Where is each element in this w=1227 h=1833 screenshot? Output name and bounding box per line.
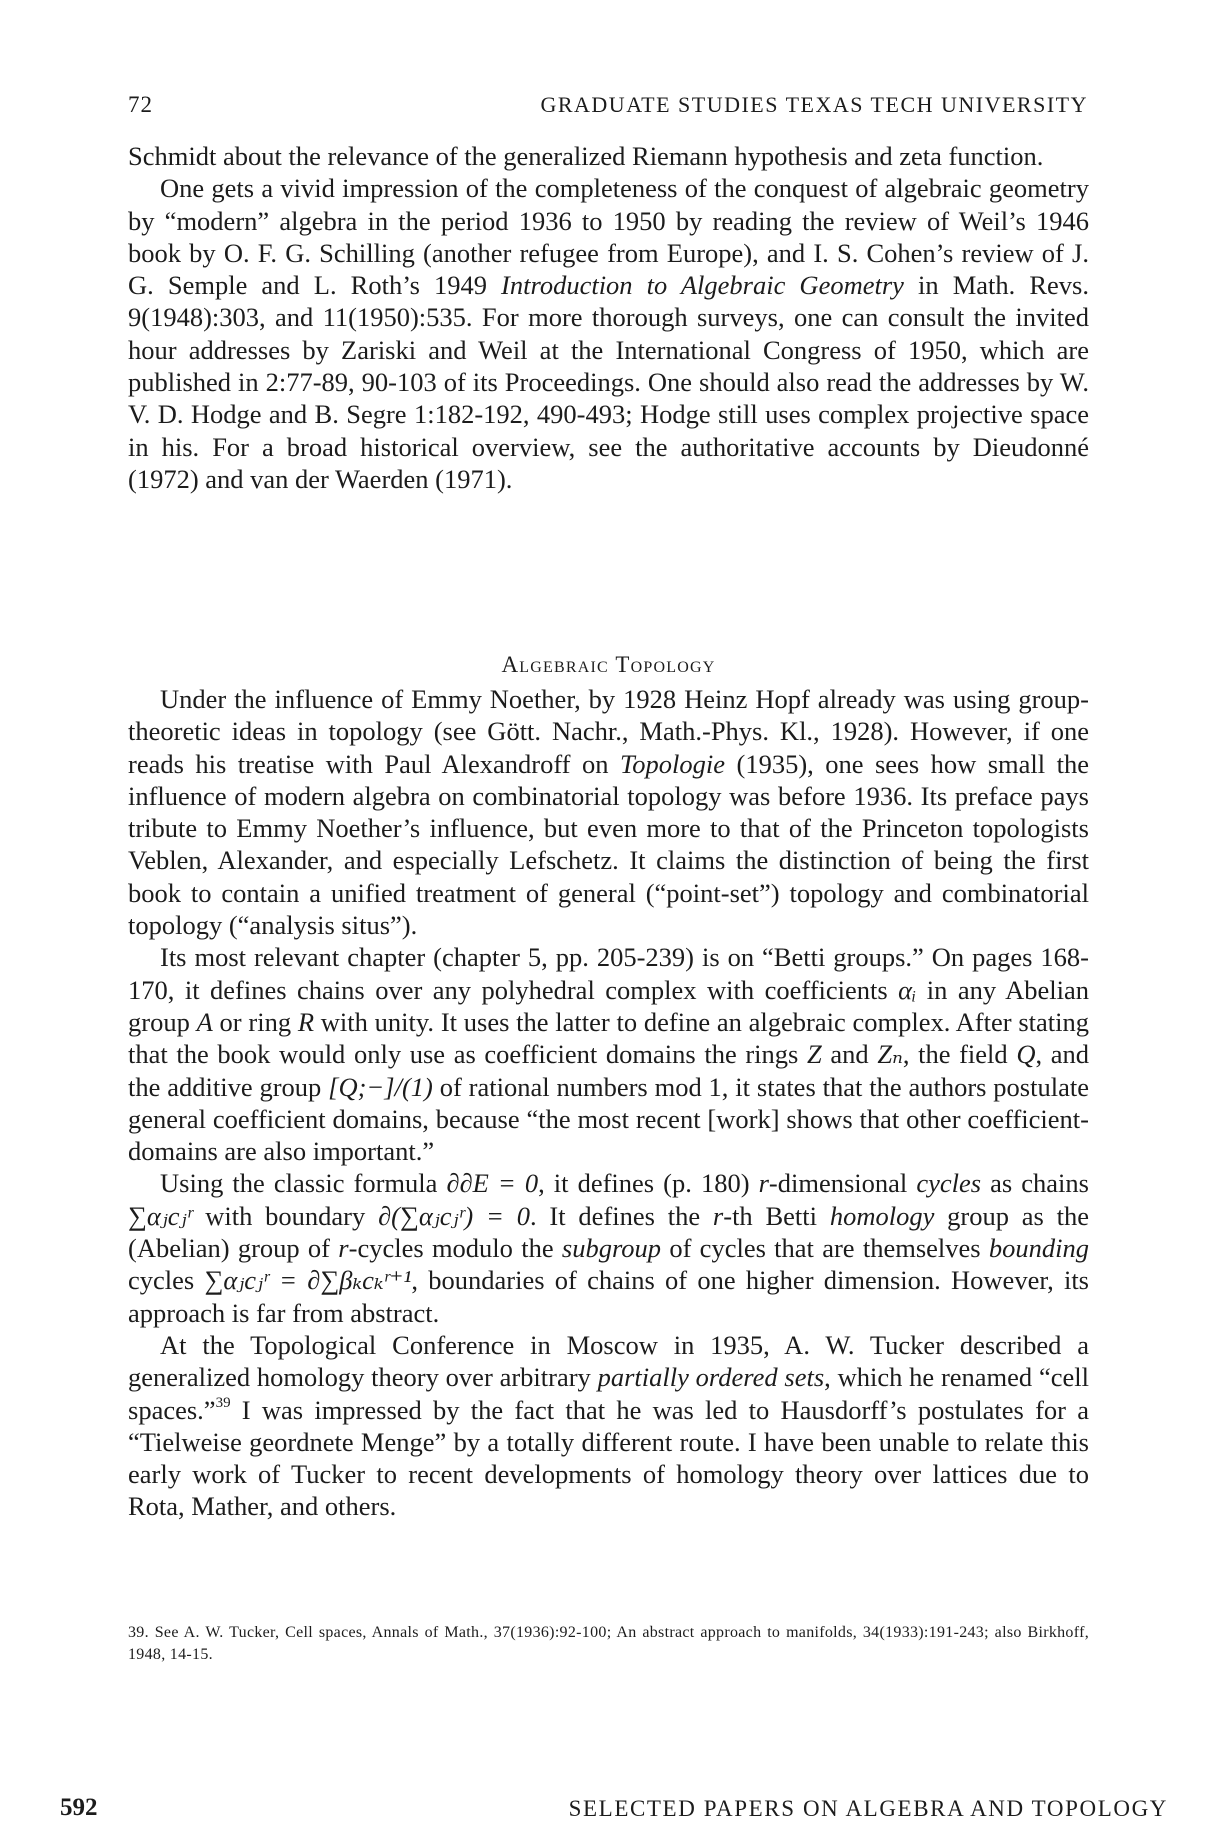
text-run: -th Betti [723, 1200, 830, 1231]
journal-title: GRADUATE STUDIES TEXAS TECH UNIVERSITY [540, 92, 1088, 117]
text-run: , it defines (p. 180) [538, 1168, 759, 1199]
text-run: , and the additive group [128, 1039, 1090, 1102]
footnote-marker[interactable]: 39 [215, 1394, 231, 1411]
top-text-block [128, 140, 1089, 495]
book-page-number: 592 [60, 1794, 98, 1821]
math-Z: Z [807, 1039, 822, 1070]
book-title: SELECTED PAPERS ON ALGEBRA AND TOPOLOGY [568, 1796, 1168, 1821]
math-alpha: αᵢ [898, 974, 917, 1005]
section-heading: Algebraic Topology [501, 652, 716, 677]
paragraph-cycles [128, 1167, 1089, 1328]
term-bounding: bounding [988, 1233, 1089, 1264]
text-run: -dimensional [768, 1168, 917, 1199]
paragraph-betti-groups [128, 941, 1089, 1167]
text-run: and [821, 1039, 878, 1070]
text-run: of rational numbers mod 1, it states that the authors postulate general coefficient domains, because “the most recent [work] shows that other coefficient-domains are also important.” [128, 1071, 1089, 1167]
text-run: , which he renamed “cell spaces.” [128, 1362, 1089, 1425]
text-run: in Math. Revs. 9(1948):303, and 11(1950):535. For more thorough surveys, one can consult the invited hour addresses by Zariski and Weil at the International Congress of 1950, which are published in 2:77-89, 90-103 of its Proceedings. One should also read the addresses by W. V. D. Hodge and B. Segre 1:182-192, 490-493; Hodge still uses complex projective space in his. For a broad historical overview, see the authoritative accounts by Dieudonné (1972) and van der Waerden (1971). [128, 270, 1089, 494]
text-run: Its most relevant chapter (chapter 5, pp. 205-239) is on “Betti groups.” On pages 168-170, it defines chains over any polyhedral complex with coefficients [128, 942, 1089, 1005]
text-run: (1935), one sees how small the influence of modern algebra on combinatorial topology was before 1936. Its preface pays tribute to Emmy Noether’s influence, but even more to that of the Princeton topologists Veblen, Alexander, and especially Lefschetz. It claims the distinction of being the first book to contain a unified treatment of general (“point-set”) topology and combinatorial topology (“analysis situs”). [128, 748, 1089, 941]
math-r: r [712, 1200, 724, 1231]
text-run: group as the (Abelian) group of [128, 1200, 1090, 1264]
footnote-39: 39. See A. W. Tucker, Cell spaces, Annals of Math., 37(1936):92-100; An abstract approach to manifolds, 34(1933):191-243; also Birkhoff, 1948, 14-15. [128, 1624, 1089, 1663]
paragraph-schmidt: Schmidt about the relevance of the generalized Riemann hypothesis and zeta function. [128, 141, 1044, 171]
text-run: with boundary [192, 1200, 379, 1231]
text-run: cycles [128, 1265, 205, 1296]
text-run: Under the influence of Emmy Noether, by 1928 Heinz Hopf already was using group-theoretic ideas in topology (see Gött. Nachr., Math.-Phys. Kl., 1928). However, if one reads his treatise with Paul Alexandroff on [128, 684, 1089, 779]
page-number: 72 [128, 92, 153, 117]
text-run: , the field [902, 1039, 1017, 1070]
running-head [128, 92, 1088, 126]
text-run: , boundaries of chains of one higher dimension. However, its approach is far from abstract. [128, 1265, 1089, 1328]
math-r: r [338, 1233, 349, 1264]
main-text-block [128, 683, 1089, 1523]
text-run: with unity. It uses the latter to define an algebraic complex. After stating that the book would only use as coefficient domains the rings [128, 1006, 1090, 1070]
book-title-introduction: Introduction to Algebraic Geometry [501, 270, 904, 301]
paragraph-tucker [128, 1329, 1089, 1523]
term-homology: homology [829, 1200, 935, 1231]
paragraph-hopf [128, 683, 1089, 941]
text-run: At the Topological Conference in Moscow in 1935, A. W. Tucker described a generalized homology theory over arbitrary [128, 1329, 1089, 1393]
text-run: One gets a vivid impression of the completeness of the conquest of algebraic geometry by “modern” algebra in the period 1936 to 1950 by reading the review of Weil’s 1946 book by O. F. G. Schilling (another refugee from Europe), and I. S. Cohen’s review of J. G. Semple and L. Roth’s 1949 [128, 173, 1089, 301]
text-run: I was impressed by the fact that he was led to Hausdorff’s postulates for a “Tielweise geordnete Menge” by a totally different route. I have been unable to relate this early work of Tucker to recent developments of homology theory over lattices due to Rota, Mather, and others. [128, 1394, 1089, 1522]
term-cycles: cycles [916, 1168, 982, 1199]
text-run: Using the classic formula [160, 1168, 447, 1199]
math-Q: Q [1016, 1039, 1036, 1070]
text-run: or ring [212, 1006, 298, 1037]
text-run: -cycles modulo the [348, 1233, 562, 1264]
math-Zn: Zₙ [877, 1039, 903, 1070]
math-group: [Q;−]/(1) [328, 1071, 433, 1102]
page-footer [60, 1794, 1168, 1826]
book-title-topologie: Topologie [619, 748, 726, 779]
text-run: of cycles that are themselves [661, 1233, 989, 1264]
text-run: as chains [981, 1168, 1089, 1199]
math-chain-sum: ∑αⱼcⱼʳ [128, 1200, 193, 1231]
text-run: in any Abelian group [128, 974, 1089, 1037]
math-R: R [297, 1006, 315, 1037]
paragraph-algebraic-geometry [128, 172, 1089, 495]
term-partially-ordered-sets: partially ordered sets [597, 1362, 825, 1393]
text-run: . It defines the [530, 1200, 713, 1231]
math-formula-ddE: ∂∂E = 0 [446, 1168, 539, 1199]
math-boundary: ∂(∑αⱼcⱼʳ) = 0 [378, 1200, 530, 1231]
math-r: r [758, 1168, 769, 1199]
math-A: A [196, 1006, 213, 1037]
term-subgroup: subgroup [561, 1233, 662, 1264]
math-bounding-formula: ∑αⱼcⱼʳ = ∂∑βₖcₖʳ⁺¹ [204, 1265, 412, 1296]
